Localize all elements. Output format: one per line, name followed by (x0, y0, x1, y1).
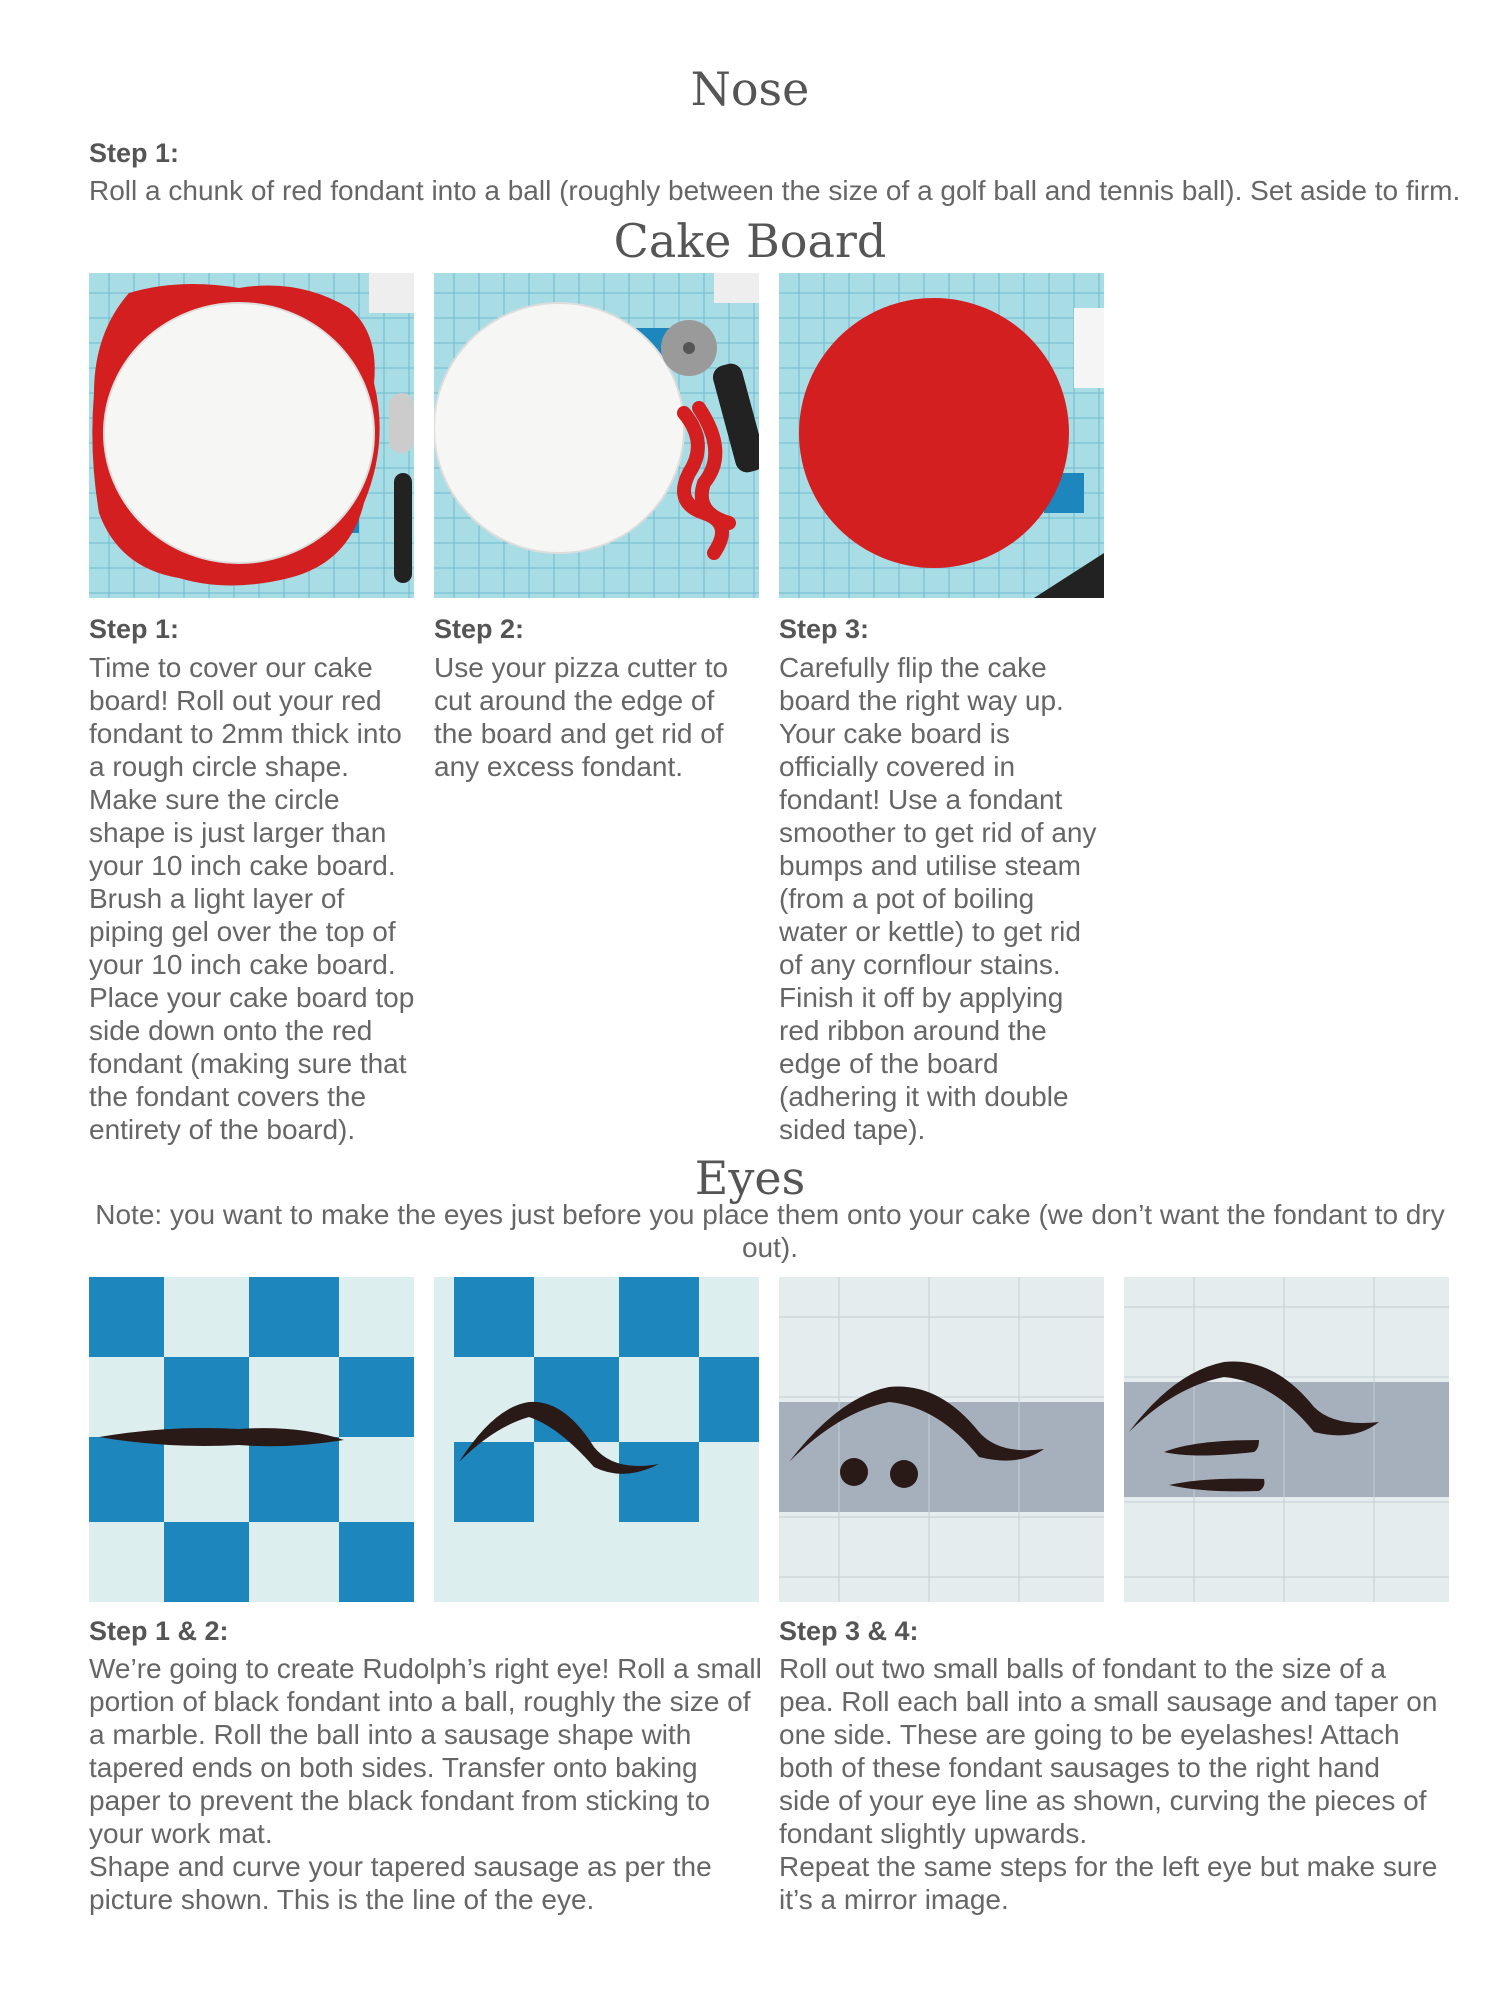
cake-board-heading: Cake Board (613, 214, 887, 268)
eyes-step34-text-a: Roll out two small balls of fondant to the size of a pea. Roll each ball into a small sausage and taper on one side. These are going to be eyelashes! Attach both of these fondant sausages to the right hand side of your eye line as shown, curving the pieces of fondant slightly upwards. (779, 1653, 1438, 1849)
cake-board-step2-photo (434, 273, 759, 598)
eyes-step2-photo (434, 1277, 759, 1602)
eyes-heading: Eyes (694, 1151, 806, 1205)
eyes-step4-photo (1124, 1277, 1449, 1602)
eyes-step1-photo (89, 1277, 414, 1602)
eyes-step3-photo (779, 1277, 1104, 1602)
cake-board-step1-photo (89, 273, 414, 598)
cake-board-step2-text: Use your pizza cutter to cut around the edge of the board and get rid of any excess fondant. (434, 652, 729, 782)
eyes-step12-label: Step 1 & 2: (89, 1616, 229, 1646)
cake-board-step1-label: Step 1: (89, 614, 180, 644)
nose-heading: Nose (690, 62, 810, 116)
eyes-step34-text-b: Repeat the same steps for the left eye but make sure it’s a mirror image. (779, 1851, 1438, 1915)
nose-step1-text: Roll a chunk of red fondant into a ball (roughly between the size of a golf ball and tennis ball). Set aside to firm. (89, 175, 1461, 206)
eyes-step12-text-b: Shape and curve your tapered sausage as per the picture shown. This is the line of the eye. (89, 1851, 712, 1915)
eyes-step12-text-a: We’re going to create Rudolph’s right eye! Roll a small portion of black fondant into a ball, roughly the size of a marble. Roll the ball into a sausage shape with tapered ends on both sides. Transfer onto baking paper to prevent the black fondant from sticking to your work mat. (89, 1653, 762, 1849)
cake-board-step3-label: Step 3: (779, 614, 870, 644)
cake-board-step3-text: Carefully flip the cake board the right way up. Your cake board is officially covered in fondant! Use a fondant smoother to get rid of any bumps and utilise steam (from a pot of boiling water or kettle) to get rid of any cornflour stains. Finish it off by applying red ribbon around the edge of the board (adhering it with double sided tape). (779, 652, 1097, 1145)
nose-step1-label: Step 1: (89, 138, 180, 168)
cake-board-step3-photo (779, 273, 1104, 598)
eyes-step34-label: Step 3 & 4: (779, 1616, 919, 1646)
cake-board-step2-label: Step 2: (434, 614, 525, 644)
eyes-note: Note: you want to make the eyes just before you place them onto your cake (we don’t want the fondant to dry out). (95, 1199, 1445, 1263)
cake-board-step1-text: Time to cover our cake board! Roll out your red fondant to 2mm thick into a rough circle shape. Make sure the circle shape is just larger than your 10 inch cake board. Brush a light layer of piping gel over the top of your 10 inch cake board. Place your cake board top side down onto the red fondant (making sure that the fondant covers the entirety of the board). (89, 652, 415, 1145)
